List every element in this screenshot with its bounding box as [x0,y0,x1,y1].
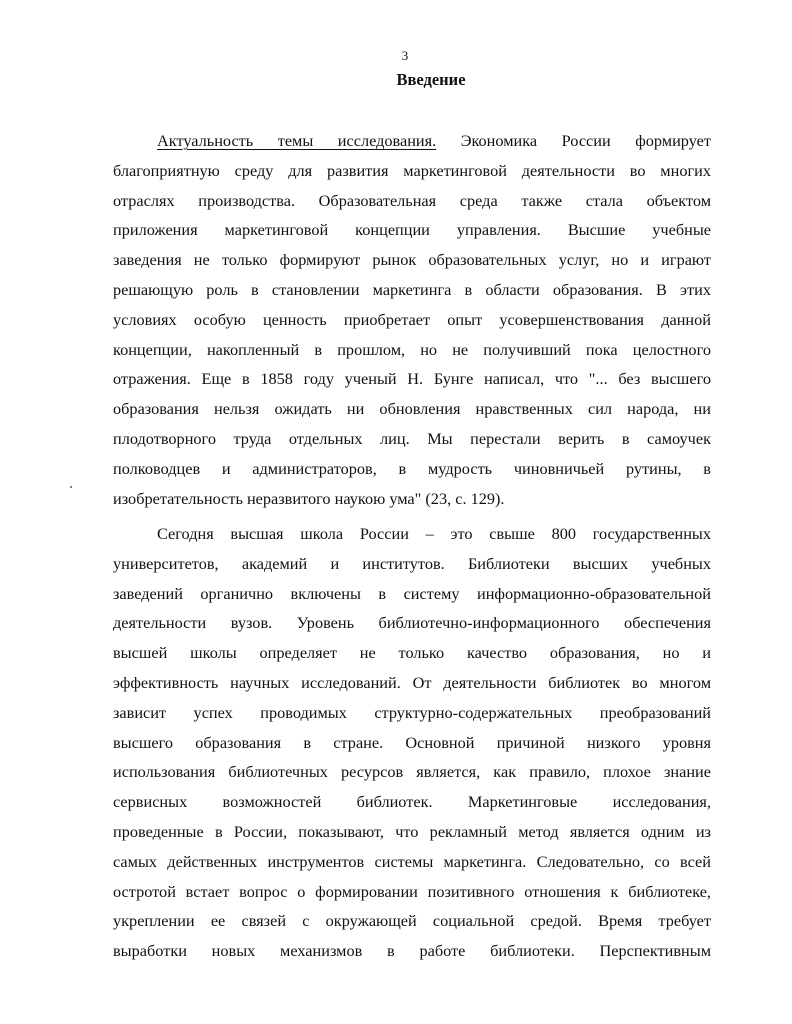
paragraph-line: деятельности вузов. Уровень библиотечно-информационного обеспечения [113,613,711,633]
paragraph-line: отражения. Еще в 1858 году ученый Н. Бунге написал, что "... без высшего [113,369,711,389]
paragraph-line: приложения маркетинговой концепции управления. Высшие учебные [113,220,711,240]
paragraph-line-text: Экономика России формирует [436,131,711,150]
paragraph-line: концепции, накопленный в прошлом, но не получивший пока целостного [113,339,711,359]
paragraph-line: высшей школы определяет не только качество образования, но и [113,643,711,663]
paragraph-line: образования нельзя ожидать ни обновления нравственных сил народа, ни [113,399,711,419]
paragraph-line: плодотворного труда отдельных лиц. Мы перестали верить в самоучек [113,428,711,448]
margin-mark [70,486,72,488]
paragraph-line: благоприятную среду для развития маркетинговой деятельности во многих [113,160,711,180]
paragraph-line: самых действенных инструментов системы маркетинга. Следовательно, со всей [113,851,711,871]
paragraph-line: использования библиотечных ресурсов является, как правило, плохое знание [113,762,711,782]
paragraph-line: решающую роль в становлении маркетинга в области образования. В этих [113,279,711,299]
paragraph-line: заведений органично включены в систему информационно-образовательной [113,583,711,603]
paragraph-line: заведения не только формируют рынок образовательных услуг, но и играют [113,250,711,270]
paragraph-line: выработки новых механизмов в работе библиотеки. Перспективным [113,941,711,961]
paragraph-line: отраслях производства. Образовательная среда также стала объектом [113,190,711,210]
paragraph-line: проведенные в России, показывают, что рекламный метод является одним из [113,821,711,841]
paragraph-line: условиях особую ценность приобретает опыт усовершенствования данной [113,309,711,329]
paragraph-line: эффективность научных исследований. От деятельности библиотек во многом [113,672,711,692]
paragraph-line: изобретательность неразвитого наукою ума" (23, с. 129). [113,488,505,508]
paragraph-line: полководцев и администраторов, в мудрость чиновничьей рутины, в [113,458,711,478]
paragraph-line: зависит успех проводимых структурно-содержательных преобразований [113,702,711,722]
paragraph-line: сервисных возможностей библиотек. Маркетинговые исследования, [113,792,711,812]
paragraph-higher-school [113,519,711,966]
paragraph-line: остротой встает вопрос о формировании позитивного отношения к библиотеке, [113,881,711,901]
section-lead: Актуальность темы исследования. [157,131,437,150]
paragraph-line: Сегодня высшая школа России – это свыше 800 государственных [157,524,711,543]
page-number: 3 [401,48,409,63]
paragraph-line: университетов, академий и институтов. Библиотеки высших учебных [113,553,711,573]
page-title: Введение [396,70,466,89]
paragraph-line: высшего образования в стране. Основной причиной низкого уровня [113,732,711,752]
paragraph-line: укреплении ее связей с окружающей социальной средой. Время требует [113,911,711,931]
paragraph-line [113,126,711,156]
paragraph-relevance [113,126,711,513]
